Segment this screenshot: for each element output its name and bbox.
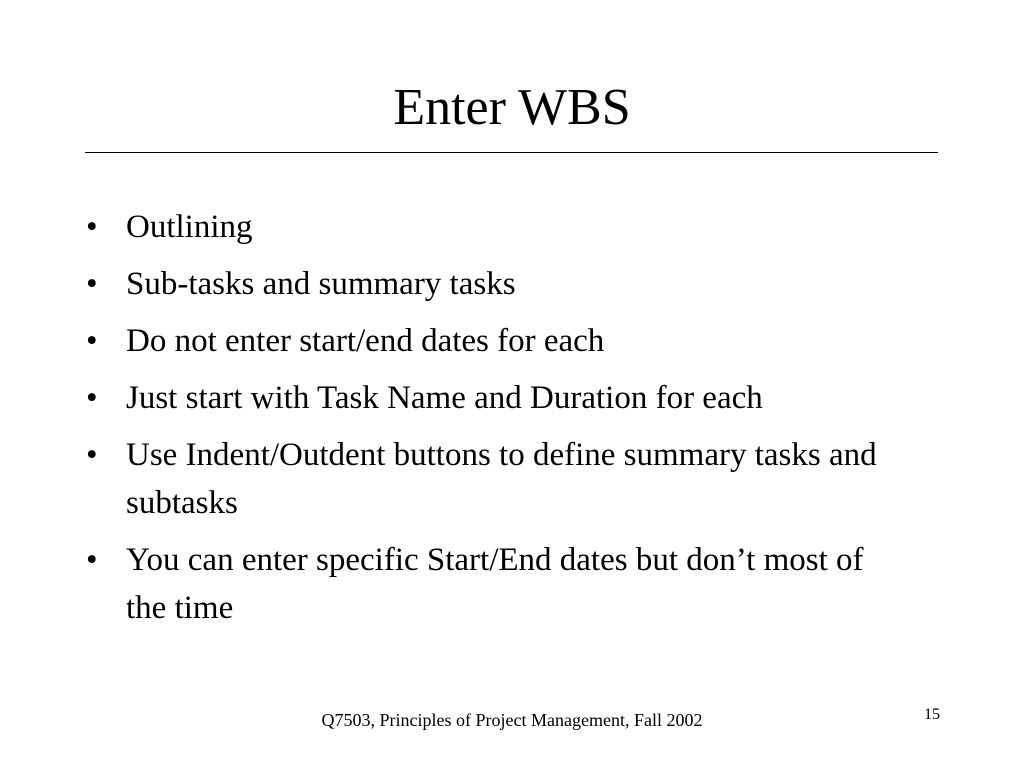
bullet-text: Use Indent/Outdent buttons to define summary tasks and subtasks (126, 437, 877, 521)
bullet-point-icon: • (86, 323, 98, 359)
page-number: 15 (924, 706, 940, 723)
bullet-text: You can enter specific Start/End dates but don’t most of the time (126, 542, 864, 626)
bullet-item (80, 260, 910, 308)
bullet-item (80, 374, 910, 422)
bullet-item (80, 431, 910, 527)
bullet-list (80, 203, 910, 641)
bullet-item (80, 203, 910, 251)
bullet-item (80, 536, 910, 632)
bullet-point-icon: • (86, 209, 98, 245)
bullet-point-icon: • (86, 380, 98, 416)
slide-footer: Q7503, Principles of Project Management, Fall 2002 (321, 710, 703, 730)
slide-title: Enter WBS (393, 79, 631, 136)
bullet-point-icon: • (86, 266, 98, 302)
title-divider (85, 152, 938, 153)
bullet-text: Just start with Task Name and Duration for each (126, 380, 763, 416)
bullet-text: Do not enter start/end dates for each (126, 323, 605, 359)
bullet-point-icon: • (86, 437, 98, 473)
bullet-text: Outlining (126, 209, 253, 245)
bullet-text: Sub-tasks and summary tasks (126, 266, 516, 302)
bullet-point-icon: • (86, 542, 98, 578)
bullet-item (80, 317, 910, 365)
